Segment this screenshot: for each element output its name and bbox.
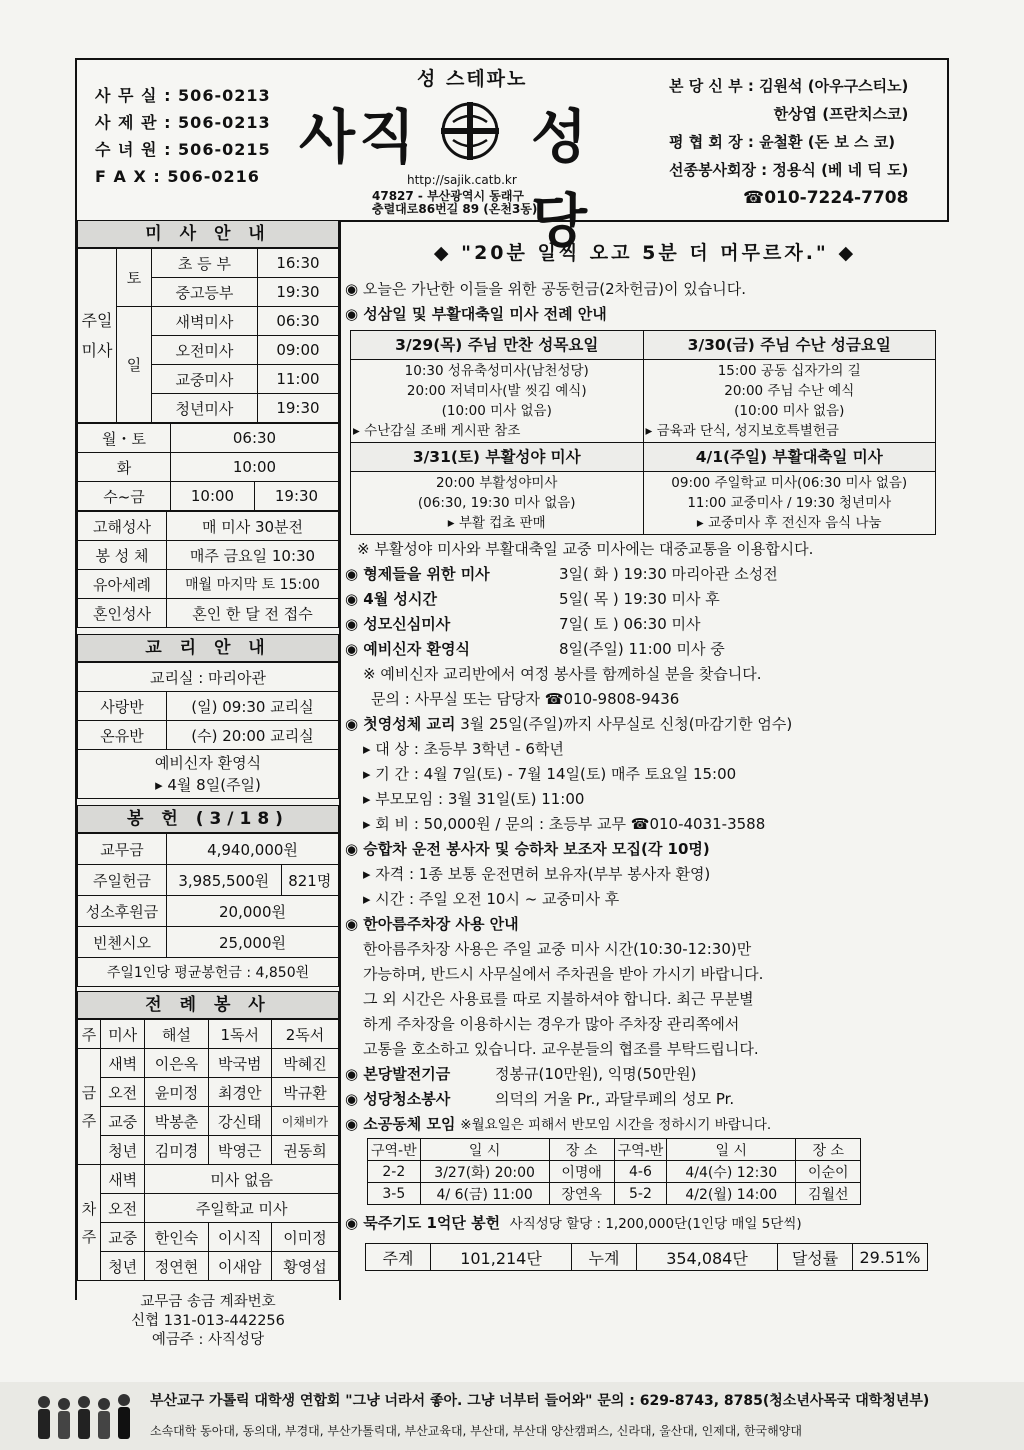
group-cell: 김월선 [796, 1183, 861, 1205]
motto-text: "20분 일찍 오고 5분 더 머무르자." [461, 242, 829, 264]
liturgy-table [77, 1019, 339, 1281]
group-cell: 이순이 [796, 1161, 861, 1183]
contact-list [95, 82, 271, 190]
catechumen-contact: 문의 : 사무실 또는 담당자 ☎010-9808-9436 [371, 690, 680, 708]
doctrine-table [77, 662, 339, 799]
holy-thursday-body [351, 360, 644, 443]
parking-line: 그 외 시간은 사용료를 따로 지불하셔야 합니다. 최근 무분별 [363, 990, 754, 1008]
welcome-label: 예비신자 환영식 [154, 754, 262, 772]
group-row [345, 1112, 945, 1138]
liturgy-cell: 강신태 [208, 1107, 271, 1136]
sched-line: ▸ 수난감실 조배 게시판 참조 [353, 423, 521, 439]
event-name: ◉ 예비신자 환영식 [345, 640, 470, 658]
liturgy-cell: 정연현 [145, 1252, 208, 1281]
liturgy-cell: 주일학교 미사 [145, 1194, 339, 1223]
sched-line: (06:30, 19:30 미사 없음) [417, 495, 576, 511]
group-head: 일 시 [420, 1139, 549, 1161]
mass-time: 09:00 [257, 336, 338, 365]
fund-row [345, 1062, 945, 1087]
sacrament-value: 매월 마지막 토 15:00 [167, 570, 339, 599]
liturgy-head: 주 [78, 1020, 101, 1049]
liturgy-cell: 교중 [101, 1107, 145, 1136]
weekday-time: 19:30 [255, 482, 339, 511]
event-when: 5일( 목 ) 19:30 미사 후 [559, 590, 720, 608]
this-week-label: 금주 [78, 1049, 101, 1165]
liturgy-head: 2독서 [271, 1020, 338, 1049]
mass-time: 19:30 [257, 278, 338, 307]
holy-thursday-head: 3/29(목) 주님 만찬 성목요일 [351, 331, 644, 360]
sched-line: 20:00 부활성야미사 [436, 475, 558, 491]
sacrament-value: 혼인 한 달 전 접수 [167, 599, 339, 628]
easter-vigil-body [351, 472, 644, 535]
group-head: 장 소 [796, 1139, 861, 1161]
cross-logo-icon [439, 100, 501, 162]
parking-line: 하게 주차장을 이용하시는 경우가 많아 주차장 관리쪽에서 [363, 1015, 740, 1033]
mass-name: 새벽미사 [152, 307, 258, 336]
group-head: 장 소 [549, 1139, 614, 1161]
catechumen-volunteer: ※ 예비신자 교리반에서 여정 봉사를 함께하실 분을 찾습니다. [363, 665, 762, 683]
liturgy-head: 미사 [101, 1020, 145, 1049]
sched-line: 09:00 주일학교 미사(06:30 미사 없음) [671, 475, 908, 491]
offering-title: 봉 헌 (3/18) [77, 805, 339, 833]
group-cell: 4/ 6(금) 11:00 [420, 1183, 549, 1205]
liturgy-cell: 박봉춘 [145, 1107, 208, 1136]
offering-value: 25,000원 [167, 927, 339, 958]
next-week-label: 차주 [78, 1165, 101, 1281]
group-cell: 4/4(수) 12:30 [667, 1161, 796, 1183]
offering-average: 주일1인당 평균봉헌금 : 4,850원 [78, 958, 339, 987]
bus-volunteer-title: ◉ 승합차 운전 봉사자 및 승하차 보조자 모집(각 10명) [345, 840, 710, 858]
sunday-label: 일 [117, 307, 152, 423]
class-name: 사랑반 [78, 692, 167, 721]
fc-line: ▸ 대 상 : 초등부 3학년 - 6학년 [363, 740, 564, 758]
contact-convent: 수 녀 원 : 506-0215 [95, 140, 271, 159]
group-cell: 3-5 [368, 1183, 421, 1205]
students-photo-icon [30, 1390, 140, 1444]
group-cell: 4/2(월) 14:00 [667, 1183, 796, 1205]
mass-time: 11:00 [257, 365, 338, 394]
doctrine-room: 교리실 : 마리아관 [78, 663, 339, 692]
first-communion [345, 712, 945, 737]
sacrament-name: 봉 성 체 [78, 541, 167, 570]
group-cell: 2-2 [368, 1161, 421, 1183]
footer-banner [0, 1382, 1024, 1450]
liturgy-cell: 청년 [101, 1252, 145, 1281]
sacrament-value: 매주 금요일 10:30 [167, 541, 339, 570]
liturgy-cell: 윤미정 [145, 1078, 208, 1107]
easter-sunday-head: 4/1(주일) 부활대축일 미사 [643, 443, 936, 472]
good-friday-head: 3/30(금) 주님 수난 성금요일 [643, 331, 936, 360]
sacrament-value: 매 미사 30분전 [167, 512, 339, 541]
fc-line: ▸ 회 비 : 50,000원 / 문의 : 초등부 교무 ☎010-4031-3588 [363, 815, 766, 833]
mass-name: 중고등부 [152, 278, 258, 307]
weekday-time: 06:30 [171, 424, 339, 453]
staff-phone: ☎010-7224-7708 [743, 188, 909, 208]
rosary-row [345, 1211, 945, 1237]
diamond-icon: ◆ [838, 242, 857, 264]
notice-holyweek: ◉ 성삼일 및 부활대축일 미사 전례 안내 [345, 305, 607, 323]
offering-value: 3,985,500원 [167, 865, 282, 896]
parking-line: 가능하며, 반드시 사무실에서 주차권을 받아 가시기 바랍니다. [363, 965, 764, 983]
offering-count: 821명 [281, 865, 339, 896]
sched-line: 20:00 저녁미사(발 씻김 예식) [406, 383, 587, 399]
fund-title: ◉ 본당발전기금 [345, 1065, 451, 1083]
offering-name: 교무금 [78, 834, 167, 865]
sched-line: (10:00 미사 없음) [441, 403, 552, 419]
sched-line: ▸ 금육과 단식, 성지보호특별헌금 [645, 423, 839, 439]
motto [345, 238, 945, 265]
liturgy-head: 해설 [145, 1020, 208, 1049]
parking-title: ◉ 한아름주차장 사용 안내 [345, 915, 519, 933]
offering-name: 성소후원금 [78, 896, 167, 927]
weekday-label: 수~금 [78, 482, 171, 511]
fc-desc: 3월 25일(주일)까지 사무실로 신청(마감기한 엄수) [460, 715, 793, 733]
clean-desc: 의덕의 거울 Pr., 과달루페의 성모 Pr. [495, 1090, 735, 1108]
event-when: 7일( 토 ) 06:30 미사 [559, 615, 701, 633]
liturgy-head: 1독서 [208, 1020, 271, 1049]
notice-collection: ◉ 오늘은 가난한 이들을 위한 공동헌금(2차헌금)이 있습니다. [345, 280, 746, 298]
sched-line: ▸ 교중미사 후 전신자 음식 나눔 [696, 515, 882, 531]
group-title: ◉ 소공동체 모임 [345, 1115, 456, 1133]
sched-line: 20:00 주님 수난 예식 [724, 383, 855, 399]
group-cell: 이명애 [549, 1161, 614, 1183]
staff-list [669, 72, 908, 212]
event-name: ◉ 형제들을 위한 미사 [345, 565, 490, 583]
class-time: (일) 09:30 교리실 [167, 692, 339, 721]
account-label: 교무금 송금 계좌번호 [140, 1294, 276, 1310]
sched-line: 15:00 공동 십자가의 길 [717, 363, 861, 379]
mass-name: 오전미사 [152, 336, 258, 365]
contact-office: 사 무 실 : 506-0213 [95, 86, 271, 105]
event-row [345, 637, 945, 662]
offering-value: 20,000원 [167, 896, 339, 927]
sacrament-table [77, 511, 339, 628]
offering-table [77, 833, 339, 987]
liturgy-cell: 이채비가 [271, 1107, 338, 1136]
liturgy-cell: 박국범 [208, 1049, 271, 1078]
event-name: ◉ 4월 성시간 [345, 590, 437, 608]
parish-address [372, 190, 537, 216]
group-cell: 장연옥 [549, 1183, 614, 1205]
contact-fax: F A X : 506-0216 [95, 167, 260, 186]
rosary-table [365, 1243, 928, 1271]
good-friday-body [643, 360, 936, 443]
mass-time: 06:30 [257, 307, 338, 336]
liturgy-cell: 교중 [101, 1223, 145, 1252]
liturgy-cell: 오전 [101, 1194, 145, 1223]
rosary-title: ◉ 묵주기도 1억단 봉헌 [345, 1214, 501, 1232]
bank-account [77, 1293, 339, 1350]
rosary-value: 29.51% [853, 1244, 928, 1271]
sacrament-name: 고해성사 [78, 512, 167, 541]
bus-line: ▸ 자격 : 1종 보통 운전면허 보유자(부부 봉사자 환영) [363, 865, 711, 883]
group-cell: 4-6 [614, 1161, 667, 1183]
liturgy-cell: 오전 [101, 1078, 145, 1107]
sched-line: (10:00 미사 없음) [734, 403, 845, 419]
mass-name: 초 등 부 [152, 249, 258, 278]
sched-line: 10:30 성유축성미사(남천성당) [404, 363, 589, 379]
weekday-time: 10:00 [171, 482, 255, 511]
liturgy-cell: 이은옥 [145, 1049, 208, 1078]
liturgy-cell: 새벽 [101, 1049, 145, 1078]
event-row [345, 587, 945, 612]
liturgy-cell: 김미경 [145, 1136, 208, 1165]
class-time: (수) 20:00 교리실 [167, 721, 339, 750]
transit-notice: ※ 부활성야 미사와 부활대축일 교중 미사에는 대중교통을 이용합시다. [357, 540, 814, 558]
liturgy-cell: 새벽 [101, 1165, 145, 1194]
offering-value: 4,940,000원 [167, 834, 339, 865]
rosary-value: 101,214단 [431, 1244, 572, 1271]
bus-line: ▸ 시간 : 주일 오전 10시 ~ 교중미사 후 [363, 890, 620, 908]
liturgy-cell: 박규환 [271, 1078, 338, 1107]
clean-title: ◉ 성당청소봉사 [345, 1090, 451, 1108]
staff-funeral: 선종봉사회장 : 정용식 (베 네 딕 도) [669, 161, 909, 179]
rosary-label: 달성률 [778, 1244, 853, 1271]
small-group-table [367, 1138, 861, 1205]
event-when: 8일(주일) 11:00 미사 중 [559, 640, 725, 658]
liturgy-cell: 이시직 [208, 1223, 271, 1252]
liturgy-cell: 권동희 [271, 1136, 338, 1165]
parish-patron: 성 스테파노 [417, 68, 528, 90]
address-line: 충렬대로86번길 89 (온천3동) [372, 202, 538, 216]
mass-time: 19:30 [257, 394, 338, 423]
liturgy-cell: 박혜진 [271, 1049, 338, 1078]
easter-sunday-body [643, 472, 936, 535]
holyweek-table [350, 330, 936, 535]
parking-line: 고통을 호소하고 있습니다. 교우분들의 협조를 부탁드립니다. [363, 1040, 759, 1058]
mass-title: 미 사 안 내 [77, 220, 339, 248]
rosary-label: 누계 [572, 1244, 637, 1271]
offering-name: 주일헌금 [78, 865, 167, 896]
group-cell: 3/27(화) 20:00 [420, 1161, 549, 1183]
easter-vigil-head: 3/31(토) 부활성야 미사 [351, 443, 644, 472]
doctrine-title: 교 리 안 내 [77, 634, 339, 662]
title-left: 사직 [299, 103, 420, 171]
group-head: 구역-반 [614, 1139, 667, 1161]
rosary-label: 주계 [366, 1244, 431, 1271]
group-cell: 5-2 [614, 1183, 667, 1205]
liturgy-title: 전 례 봉 사 [77, 991, 339, 1019]
sched-line: ▸ 부활 컵초 판매 [447, 515, 546, 531]
diamond-icon: ◆ [433, 242, 452, 264]
liturgy-cell: 박영근 [208, 1136, 271, 1165]
weekday-time: 10:00 [171, 453, 339, 482]
fc-title: ◉ 첫영성체 교리 [345, 715, 456, 733]
staff-pastor: 본 당 신 부 : 김원석 (아우구스티노) [669, 77, 909, 95]
sunday-mass-label: 주일미사 [78, 249, 117, 423]
group-desc: ※월요일은 피해서 반모임 시간을 정하시기 바랍니다. [460, 1117, 772, 1133]
liturgy-cell: 황영섭 [271, 1252, 338, 1281]
staff-council: 평 협 회 장 : 윤철환 (돈 보 스 코) [669, 133, 896, 151]
weekday-label: 월・토 [78, 424, 171, 453]
mass-table [77, 248, 339, 423]
fc-line: ▸ 기 간 : 4월 7일(토) - 7월 14일(토) 매주 토요일 15:00 [363, 765, 737, 783]
title-right: 성당 [531, 103, 592, 255]
liturgy-cell: 한인숙 [145, 1223, 208, 1252]
saturday-label: 토 [117, 249, 152, 307]
event-when: 3일( 화 ) 19:30 마리아관 소성전 [559, 565, 778, 583]
weekday-mass-table [77, 423, 339, 511]
rosary-desc: 사직성당 할당 : 1,200,000단(1인당 매일 5단씩) [509, 1216, 802, 1232]
event-row [345, 562, 945, 587]
weekday-label: 화 [78, 453, 171, 482]
liturgy-cell: 최경안 [208, 1078, 271, 1107]
cleaning-row [345, 1087, 945, 1112]
notices-column [345, 220, 945, 1271]
fc-line: ▸ 부모모임 : 3월 31일(토) 11:00 [363, 790, 585, 808]
liturgy-cell: 미사 없음 [145, 1165, 339, 1194]
mass-name: 교중미사 [152, 365, 258, 394]
rosary-value: 354,084단 [637, 1244, 778, 1271]
footer-line-1: 부산교구 가톨릭 대학생 연합회 "그냥 너라서 좋아. 그냥 너부터 들어와" 문의 : 629-8743, 8785(청소년사목국 대학청년부) [150, 1393, 930, 1409]
event-row [345, 612, 945, 637]
fund-desc: 정봉규(10만원), 익명(50만원) [495, 1065, 697, 1083]
bulletin-page [75, 58, 947, 1368]
offering-name: 빈첸시오 [78, 927, 167, 958]
class-name: 온유반 [78, 721, 167, 750]
liturgy-cell: 청년 [101, 1136, 145, 1165]
group-head: 구역-반 [368, 1139, 421, 1161]
welcome-date: ▸ 4월 8일(주일) [155, 776, 261, 794]
staff-assistant: 한상엽 (프란치스코) [773, 105, 909, 123]
address-line: 47827 - 부산광역시 동래구 [372, 189, 524, 203]
account-number: 신협 131-013-442256 [131, 1313, 285, 1329]
sched-line: 11:00 교중미사 / 19:30 청년미사 [687, 495, 892, 511]
parish-url[interactable]: http://sajik.catb.kr [407, 173, 517, 187]
mass-time: 16:30 [257, 249, 338, 278]
left-column [75, 220, 341, 1348]
parking-line: 한아름주차장 사용은 주일 교중 미사 시간(10:30-12:30)만 [363, 940, 752, 958]
catechumen-welcome [78, 750, 339, 799]
contact-rectory: 사 제 관 : 506-0213 [95, 113, 271, 132]
account-holder: 예금주 : 사직성당 [151, 1332, 265, 1348]
liturgy-cell: 이새암 [208, 1252, 271, 1281]
sacrament-name: 혼인성사 [78, 599, 167, 628]
mass-name: 청년미사 [152, 394, 258, 423]
liturgy-cell: 이미정 [271, 1223, 338, 1252]
group-head: 일 시 [667, 1139, 796, 1161]
event-name: ◉ 성모신심미사 [345, 615, 451, 633]
sacrament-name: 유아세례 [78, 570, 167, 599]
footer-line-2: 소속대학 동아대, 동의대, 부경대, 부산가톨릭대, 부산교육대, 부산대, 부산대 양산캠퍼스, 신라대, 울산대, 인제대, 한국해양대 [150, 1424, 802, 1438]
